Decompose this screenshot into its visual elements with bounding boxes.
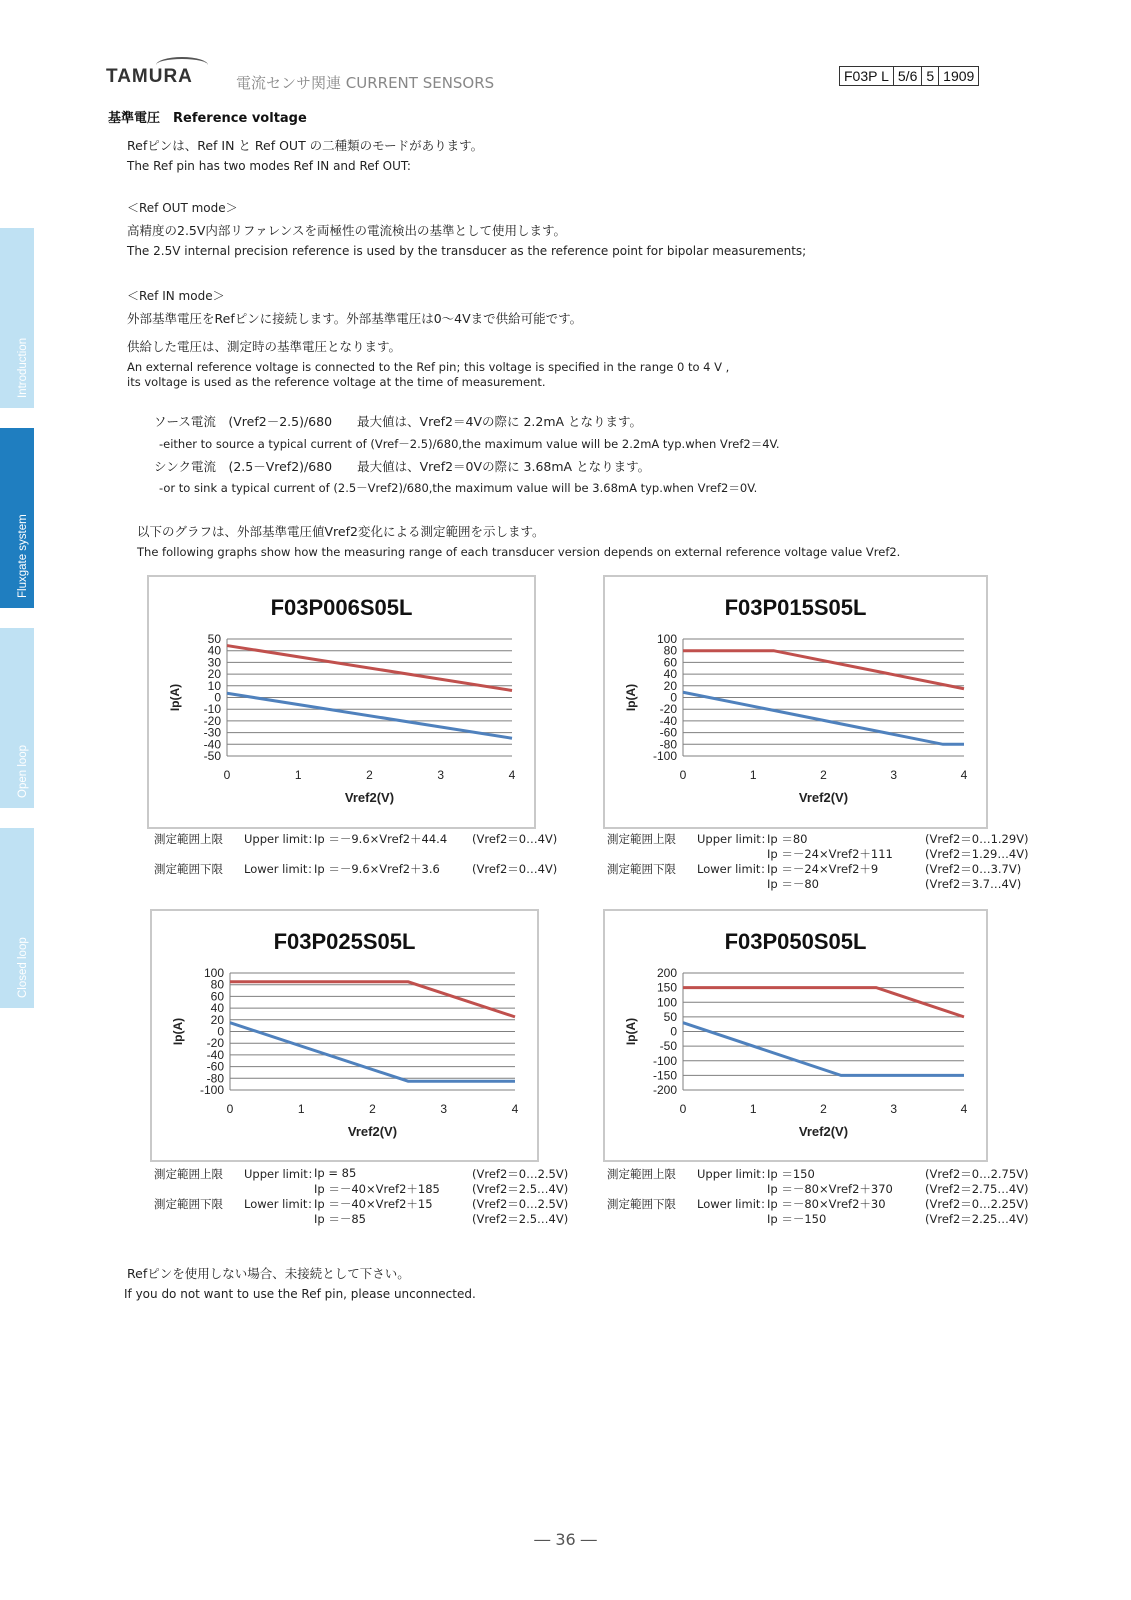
- caption-formula: Ip ＝80: [767, 832, 808, 846]
- caption-range: (Vref2＝2.25…4V): [925, 1212, 1029, 1226]
- caption-row: [154, 1196, 574, 1211]
- ref-out-en: The 2.5V internal precision reference is used by the transducer as the reference point for bipolar measurements;: [127, 244, 807, 258]
- caption-row: [607, 831, 1029, 846]
- caption-formula: Ip ＝－9.6×Vref2＋44.4: [314, 832, 448, 846]
- sink-current-en: -or to sink a typical current of (2.5－Vref2)/680,the maximum value will be 3.68mA typ.when Vref2＝0V.: [159, 481, 758, 495]
- y-tick-label: 50: [663, 1009, 677, 1024]
- x-tick-label: 3: [437, 768, 445, 782]
- caption-range: (Vref2＝1.29…4V): [925, 847, 1029, 861]
- caption-range: (Vref2＝0…3.7V): [925, 862, 1022, 876]
- ref-out-ja: 高精度の2.5V内部リファレンスを両極性の電流検出の基準として使用します。: [127, 223, 566, 238]
- y-tick-label: 20: [663, 678, 677, 693]
- sidebar-tab-introduction[interactable]: [0, 228, 34, 408]
- y-tick-label: -100: [652, 1053, 677, 1068]
- ref-in-ja-2: 供給した電圧は、測定時の基準電圧となります。: [127, 339, 402, 354]
- caption-range: (Vref2＝2.5…4V): [472, 1182, 569, 1196]
- x-axis-label: Vref2(V): [798, 1124, 849, 1139]
- ref-out-heading: ＜Ref OUT mode＞: [127, 201, 238, 215]
- doc-id-part: F03P L: [840, 67, 894, 85]
- caption-formula: Ip ＝－150: [767, 1212, 827, 1226]
- chart-plot: [605, 577, 986, 827]
- sidebar-tab-label: Fluxgate system: [17, 514, 29, 598]
- x-tick-label: 1: [297, 1102, 305, 1116]
- caption-range: (Vref2＝3.7…4V): [925, 877, 1022, 891]
- y-tick-label: 100: [203, 966, 224, 980]
- y-tick-label: 60: [663, 655, 677, 670]
- y-tick-label: -60: [206, 1059, 224, 1074]
- caption-en-label: Upper limit：: [697, 832, 773, 846]
- caption-en-label: Upper limit：: [244, 832, 320, 846]
- x-tick-label: 1: [749, 1102, 757, 1116]
- y-tick-label: 40: [663, 667, 677, 682]
- caption-row: [607, 1196, 1029, 1211]
- x-tick-label: 1: [294, 768, 302, 782]
- chart-plot: [149, 577, 534, 827]
- y-tick-label: -150: [652, 1068, 677, 1083]
- sidebar-tab-open-loop[interactable]: [0, 628, 34, 808]
- y-tick-label: -100: [199, 1083, 224, 1097]
- caption-row: [607, 846, 1029, 861]
- y-tick-label: 0: [670, 690, 677, 705]
- chart-captions-f03p025s05l: [154, 1166, 574, 1226]
- chart-captions-f03p050s05l: [607, 1166, 1029, 1226]
- y-tick-label: -40: [659, 713, 677, 728]
- caption-en-label: Lower limit：: [244, 1197, 319, 1211]
- x-tick-label: 2: [820, 768, 827, 782]
- caption-row: [154, 1181, 574, 1196]
- x-tick-label: 2: [369, 1102, 376, 1116]
- y-tick-label: 80: [210, 977, 224, 992]
- caption-formula: Ip ＝－80×Vref2＋30: [767, 1197, 886, 1211]
- y-axis-label: Ip(A): [624, 683, 638, 712]
- caption-ja-label: 測定範囲上限: [154, 832, 223, 846]
- caption-formula: Ip ＝150: [767, 1167, 815, 1181]
- chart-plot: [152, 911, 537, 1160]
- caption-range: (Vref2＝0…4V): [472, 862, 558, 876]
- y-axis-label: Ip(A): [168, 683, 182, 712]
- y-tick-label: 40: [207, 643, 221, 658]
- caption-ja-label: 測定範囲下限: [154, 1197, 223, 1211]
- caption-en-label: Lower limit：: [697, 862, 772, 876]
- caption-row: [607, 861, 1022, 876]
- caption-ja-label: 測定範囲上限: [607, 1167, 676, 1181]
- y-tick-label: -20: [659, 702, 677, 717]
- chart-f03p015s05l: [603, 575, 988, 829]
- caption-ja-label: 測定範囲下限: [607, 1197, 676, 1211]
- y-tick-label: -40: [206, 1047, 224, 1062]
- caption-range: (Vref2＝0…2.75V): [925, 1167, 1029, 1181]
- sink-current-ja: シンク電流 (2.5－Vref2)/680 最大値は、Vref2＝0Vの際に 3.68mA となります。: [154, 459, 651, 474]
- caption-formula: Ip ＝－24×Vref2＋9: [767, 862, 879, 876]
- y-tick-label: 40: [210, 1001, 224, 1016]
- y-tick-label: 0: [670, 1024, 677, 1039]
- source-current-en: -either to source a typical current of (Vref－2.5)/680,the maximum value will be 2.2mA typ.when Vref2＝4V.: [159, 437, 780, 451]
- section-title: 基準電圧 Reference voltage: [108, 111, 307, 126]
- ref-in-en-1: An external reference voltage is connected to the Ref pin; this voltage is specified in the range 0 to 4 V ,: [127, 360, 730, 374]
- intro-ja: Refピンは、Ref IN と Ref OUT の二種類のモードがあります。: [127, 138, 484, 153]
- x-tick-label: 0: [223, 768, 231, 782]
- upper-limit-line: [683, 651, 964, 689]
- chart-plot: [605, 911, 986, 1160]
- y-tick-label: 100: [656, 995, 677, 1010]
- caption-row: [607, 1181, 1029, 1196]
- x-axis-label: Vref2(V): [344, 790, 395, 805]
- x-tick-label: 0: [679, 768, 687, 782]
- source-current-ja: ソース電流 (Vref2－2.5)/680 最大値は、Vref2＝4Vの際に 2.2mA となります。: [154, 414, 643, 429]
- caption-formula: Ip ＝－85: [314, 1212, 366, 1226]
- y-axis-label: Ip(A): [171, 1017, 185, 1046]
- y-tick-label: 0: [217, 1024, 224, 1039]
- footer-note-ja: Refピンを使用しない場合、未接続として下さい。: [127, 1266, 410, 1281]
- sidebar-tab-closed-loop[interactable]: [0, 828, 34, 1008]
- graphs-intro-en: The following graphs show how the measuring range of each transducer version depends on external reference voltage value Vref2.: [137, 545, 901, 559]
- y-tick-label: 200: [656, 966, 677, 980]
- chart-title: F03P015S05L: [724, 595, 867, 620]
- company-logo: TAMURA: [106, 66, 193, 87]
- y-tick-label: -40: [203, 737, 221, 752]
- y-tick-label: 20: [210, 1012, 224, 1027]
- sidebar-tab-label: Introduction: [17, 337, 29, 398]
- caption-row: [154, 831, 574, 861]
- y-tick-label: 30: [207, 655, 221, 670]
- ref-in-ja-1: 外部基準電圧をRefピンに接続します。外部基準電圧は0～4Vまで供給可能です。: [127, 311, 583, 326]
- caption-formula: Ip = 85: [314, 1166, 357, 1180]
- y-tick-label: -80: [206, 1071, 224, 1086]
- x-tick-label: 4: [960, 768, 968, 782]
- y-tick-label: 80: [663, 643, 677, 658]
- y-axis-label: Ip(A): [624, 1017, 638, 1046]
- caption-range: (Vref2＝0…2.5V): [472, 1167, 569, 1181]
- caption-range: (Vref2＝2.75…4V): [925, 1182, 1029, 1196]
- doc-id-box: [839, 66, 979, 86]
- caption-formula: Ip ＝－9.6×Vref2＋3.6: [314, 862, 440, 876]
- chart-title: F03P006S05L: [270, 595, 413, 620]
- caption-formula: Ip ＝－40×Vref2＋185: [314, 1182, 440, 1196]
- caption-formula: Ip ＝－80: [767, 877, 819, 891]
- y-tick-label: -60: [659, 725, 677, 740]
- caption-ja-label: 測定範囲下限: [607, 862, 676, 876]
- x-tick-label: 3: [890, 1102, 898, 1116]
- x-tick-label: 3: [890, 768, 898, 782]
- y-tick-label: -20: [203, 713, 221, 728]
- x-tick-label: 2: [820, 1102, 827, 1116]
- doc-id-part: 1909: [943, 68, 975, 84]
- x-tick-label: 4: [511, 1102, 519, 1116]
- ref-in-heading: ＜Ref IN mode＞: [127, 289, 225, 303]
- x-tick-label: 0: [226, 1102, 234, 1116]
- upper-limit-line: [230, 982, 515, 1017]
- y-tick-label: 150: [656, 980, 677, 995]
- x-tick-label: 0: [679, 1102, 687, 1116]
- chart-title: F03P050S05L: [724, 929, 867, 954]
- caption-row: [154, 1166, 574, 1181]
- caption-row: [607, 1211, 1029, 1226]
- lower-limit-line: [683, 692, 964, 744]
- caption-range: (Vref2＝0…1.29V): [925, 832, 1029, 846]
- page-number: ― 36 ―: [534, 1530, 597, 1549]
- caption-ja-label: 測定範囲上限: [154, 1167, 223, 1181]
- y-tick-label: 0: [214, 690, 221, 705]
- chart-f03p050s05l: [603, 909, 988, 1162]
- category-title: 電流センサ関連 CURRENT SENSORS: [236, 74, 495, 92]
- lower-limit-line: [683, 1023, 964, 1076]
- y-tick-label: 20: [207, 667, 221, 682]
- chart-f03p006s05l: [147, 575, 536, 829]
- y-tick-label: -30: [203, 725, 221, 740]
- ref-in-en-2: its voltage is used as the reference voltage at the time of measurement.: [127, 375, 546, 389]
- sidebar-tab-fluxgate[interactable]: [0, 428, 34, 608]
- doc-id-part: 5/6: [894, 67, 922, 85]
- x-tick-label: 2: [366, 768, 373, 782]
- x-tick-label: 1: [749, 768, 757, 782]
- caption-formula: Ip ＝－40×Vref2＋15: [314, 1197, 433, 1211]
- y-tick-label: -50: [659, 1039, 677, 1054]
- caption-range: (Vref2＝0…2.5V): [472, 1197, 569, 1211]
- caption-range: (Vref2＝2.5…4V): [472, 1212, 569, 1226]
- graphs-intro-ja: 以下のグラフは、外部基準電圧値Vref2変化による測定範囲を示します。: [137, 524, 545, 539]
- caption-row: [607, 1166, 1029, 1181]
- caption-ja-label: 測定範囲上限: [607, 832, 676, 846]
- y-tick-label: -100: [652, 749, 677, 763]
- caption-range: (Vref2＝0…4V): [472, 832, 558, 846]
- y-tick-label: -80: [659, 737, 677, 752]
- caption-formula: Ip ＝－24×Vref2＋111: [767, 847, 893, 861]
- y-tick-label: -10: [203, 702, 221, 717]
- caption-row: [154, 861, 574, 876]
- x-tick-label: 4: [960, 1102, 968, 1116]
- caption-range: (Vref2＝0…2.25V): [925, 1197, 1029, 1211]
- lower-limit-line: [227, 693, 512, 738]
- y-tick-label: -50: [203, 749, 221, 763]
- caption-en-label: Upper limit：: [244, 1167, 320, 1181]
- chart-captions-f03p006s05l: [154, 831, 574, 876]
- caption-en-label: Lower limit：: [244, 862, 319, 876]
- y-tick-label: -200: [652, 1083, 677, 1097]
- y-tick-label: 50: [207, 632, 221, 646]
- x-axis-label: Vref2(V): [798, 790, 849, 805]
- caption-row: [607, 876, 1022, 891]
- sidebar-tab-label: Closed loop: [17, 937, 29, 998]
- caption-en-label: Lower limit：: [697, 1197, 772, 1211]
- y-tick-label: 100: [656, 632, 677, 646]
- x-tick-label: 3: [440, 1102, 448, 1116]
- y-tick-label: 10: [207, 678, 221, 693]
- y-tick-label: 60: [210, 989, 224, 1004]
- sidebar-tab-label: Open loop: [17, 744, 29, 798]
- chart-f03p025s05l: [150, 909, 539, 1162]
- upper-limit-line: [227, 646, 512, 691]
- intro-en: The Ref pin has two modes Ref IN and Ref OUT:: [127, 159, 411, 173]
- doc-id-part: 5: [922, 67, 939, 85]
- x-tick-label: 4: [508, 768, 516, 782]
- chart-title: F03P025S05L: [273, 929, 416, 954]
- caption-ja-label: 測定範囲下限: [154, 862, 223, 876]
- caption-en-label: Upper limit：: [697, 1167, 773, 1181]
- caption-formula: Ip ＝－80×Vref2＋370: [767, 1182, 893, 1196]
- caption-row: [154, 1211, 574, 1226]
- y-tick-label: -20: [206, 1036, 224, 1051]
- chart-captions-f03p015s05l: [607, 831, 1029, 891]
- footer-note-en: If you do not want to use the Ref pin, please unconnected.: [124, 1287, 476, 1301]
- x-axis-label: Vref2(V): [347, 1124, 398, 1139]
